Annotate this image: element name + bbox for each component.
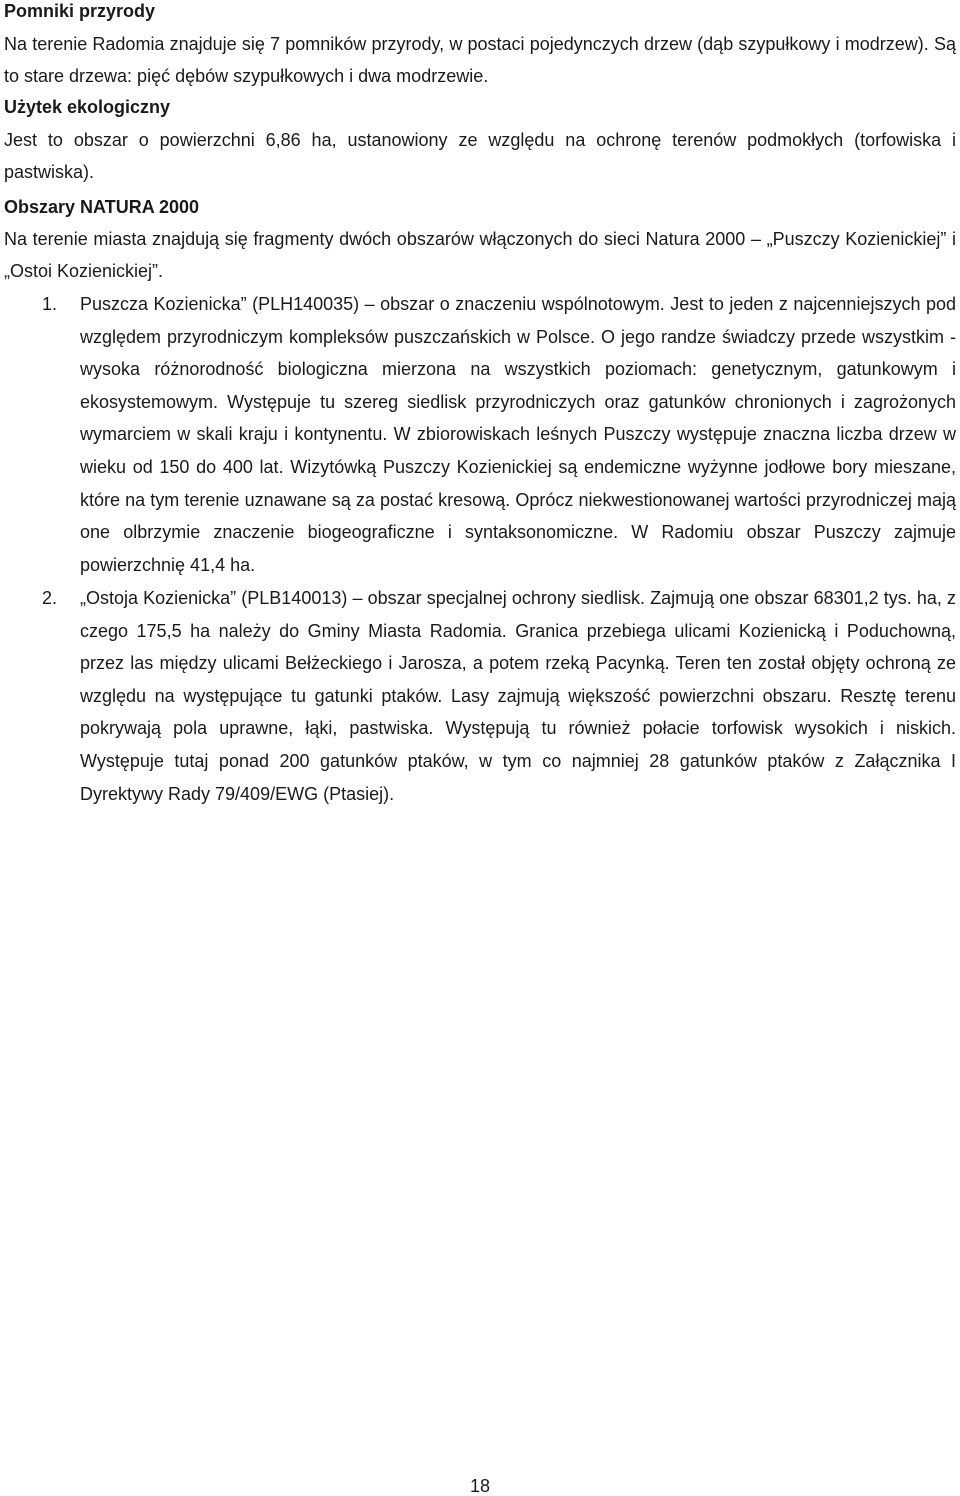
list-item-number: 2.	[42, 588, 58, 608]
heading-obszary-natura: Obszary NATURA 2000	[4, 197, 200, 217]
paragraph-uzytek-ekologiczny: Jest to obszar o powierzchni 6,86 ha, ustanowiony ze względu na ochronę terenów podmokłych (torfowiska i pastwiska).	[4, 130, 956, 182]
list-item-text: Puszcza Kozienicka” (PLH140035) – obszar o znaczeniu wspólnotowym. Jest to jeden z najcenniejszych pod względem przyrodniczym kompleksów puszczańskich w Polsce. O jego randze świadczy przede wszystkim - wysoka różnorodność biologiczna mierzona na wszystkich poziomach: genetycznym, gatunkowym i ekosystemowym. Występuje tu szereg siedlisk przyrodniczych oraz gatunków chronionych i zagrożonych wymarciem w skali kraju i kontynentu. W zbiorowiskach leśnych Puszczy występuje znaczna liczba drzew w wieku od 150 do 400 lat. Wizytówką Puszczy Kozienickiej są endemiczne wyżynne jodłowe bory mieszane, które na tym terenie uznawane są za postać kresową. Oprócz niekwestionowanej wartości przyrodniczej mają one olbrzymie znaczenie biogeograficzne i syntaksonomiczne. W Radomiu obszar Puszczy zajmuje powierzchnię 41,4 ha.	[80, 294, 956, 575]
paragraph-pomniki-przyrody: Na terenie Radomia znajduje się 7 pomników przyrody, w postaci pojedynczych drzew (dąb szypułkowy i modrzew). Są to stare drzewa: pięć dębów szypułkowych i dwa modrzewie.	[4, 34, 956, 86]
heading-pomniki-przyrody: Pomniki przyrody	[4, 1, 156, 21]
list-item-text: „Ostoja Kozienicka” (PLB140013) – obszar specjalnej ochrony siedlisk. Zajmują one obszar 68301,2 tys. ha, z czego 175,5 ha należy do Gminy Miasta Radomia. Granica przebiega ulicami Kozienicką i Poduchowną, przez las między ulicami Bełżeckiego i Jarosza, a potem rzeką Pacynką. Teren ten został objęty ochroną ze względu na występujące tu gatunki ptaków. Lasy zajmują większość powierzchni obszaru. Resztę terenu pokrywają pola uprawne, łąki, pastwiska. Występują tu również połacie torfowisk wysokich i niskich. Występuje tutaj ponad 200 gatunków ptaków, w tym co najmniej 28 gatunków ptaków z Załącznika I Dyrektywy Rady 79/409/EWG (Ptasiej).	[80, 588, 956, 804]
paragraph-obszary-natura: Na terenie miasta znajdują się fragmenty dwóch obszarów włączonych do sieci Natura 2000 – „Puszczy Kozienickiej” i „Ostoi Kozienickiej”.	[4, 229, 956, 281]
heading-uzytek-ekologiczny: Użytek ekologiczny	[4, 97, 171, 117]
page-number: 18	[469, 1476, 491, 1496]
list-item-number: 1.	[42, 294, 58, 314]
